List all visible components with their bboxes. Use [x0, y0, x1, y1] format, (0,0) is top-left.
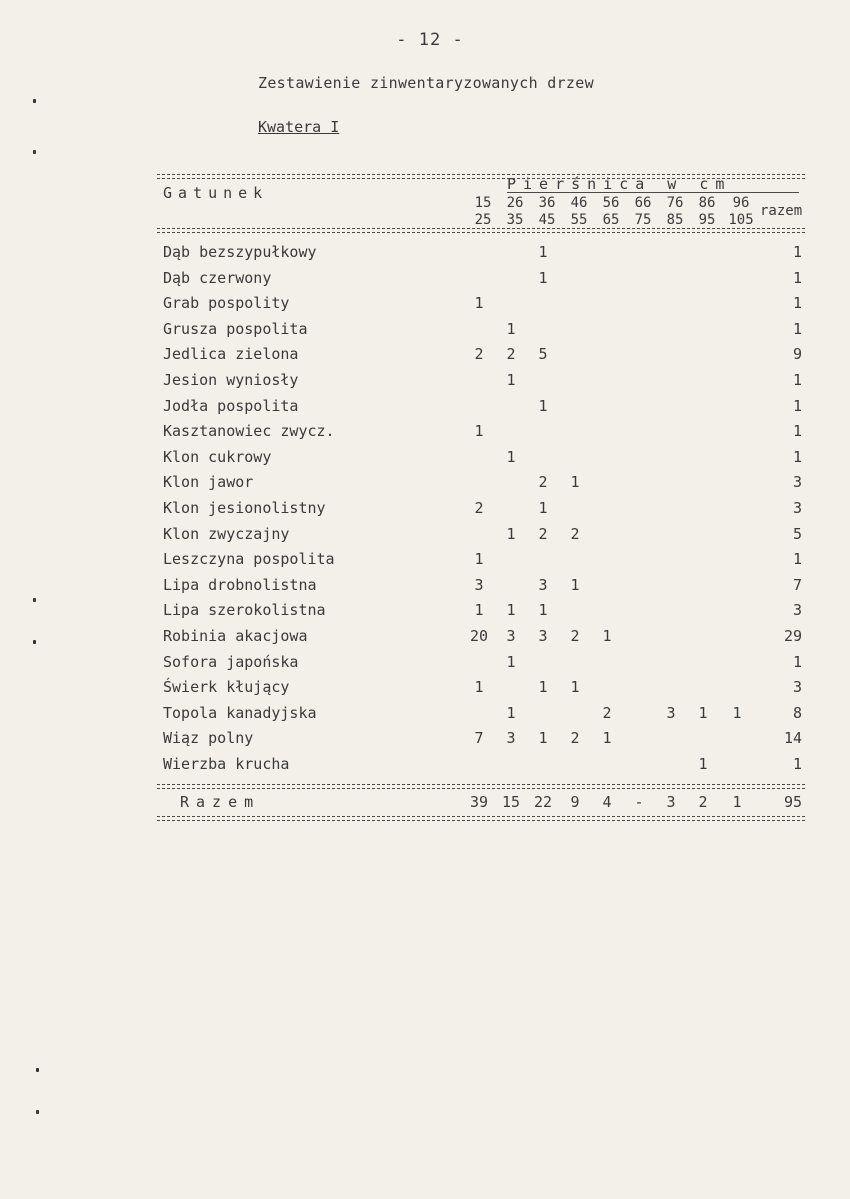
range-label: 45 [538, 212, 556, 228]
row-total: 7 [792, 575, 802, 594]
row-total: 1 [792, 550, 802, 569]
count-cell: 2 [538, 524, 548, 543]
count-cell: 2 [538, 473, 548, 492]
margin-mark [33, 640, 36, 644]
range-label: 25 [474, 212, 492, 228]
table-row [0, 422, 850, 447]
species-name: Klon zwyczajny [163, 524, 290, 543]
count-cell: 1 [474, 601, 484, 620]
species-name: Dąb czerwony [163, 268, 272, 287]
range-label: 96 [732, 195, 750, 211]
summary-cell: 9 [570, 793, 580, 811]
range-label: 95 [698, 212, 716, 228]
table-row [0, 473, 850, 498]
count-cell: 1 [698, 755, 708, 773]
count-cell: 2 [474, 499, 484, 517]
species-name: Świerk kłujący [163, 678, 290, 697]
species-name: Lipa szerokolistna [163, 601, 326, 620]
species-name: Robinia akacjowa [163, 627, 308, 645]
range-label: 15 [474, 195, 492, 211]
count-cell: 1 [474, 678, 484, 697]
count-cell: 3 [474, 575, 484, 594]
count-cell: 1 [538, 396, 548, 415]
species-name: Wierzba krucha [163, 755, 290, 773]
species-name: Klon jesionolistny [163, 499, 326, 517]
range-label: 46 [570, 195, 588, 211]
margin-mark [33, 99, 36, 103]
count-cell: 1 [538, 678, 548, 697]
table-row [0, 729, 850, 754]
count-cell: 1 [538, 499, 548, 517]
row-total: 1 [792, 371, 802, 389]
row-total: 8 [792, 703, 802, 722]
row-total: 1 [792, 755, 802, 773]
species-name: Sofora japońska [163, 652, 299, 671]
table-row [0, 320, 850, 345]
table-row [0, 448, 850, 473]
count-cell: 20 [469, 627, 489, 645]
range-label: 86 [698, 195, 716, 211]
count-cell: 1 [698, 703, 708, 722]
count-cell: 1 [570, 678, 580, 697]
margin-mark [33, 150, 36, 154]
species-name: Kasztanowiec zwycz. [163, 422, 335, 441]
summary-label: Razem [180, 793, 261, 811]
document-title: Zestawienie zinwentaryzowanych drzew [258, 74, 594, 92]
count-cell: 1 [506, 652, 516, 671]
count-cell: 2 [570, 627, 580, 645]
range-label: 75 [634, 212, 652, 228]
header-bottom-rule [157, 228, 805, 233]
table-row [0, 345, 850, 370]
species-name: Klon cukrowy [163, 447, 272, 466]
row-total: 3 [792, 601, 802, 620]
row-total: 9 [792, 345, 802, 364]
species-name: Grab pospolity [163, 294, 290, 313]
row-total: 3 [792, 473, 802, 492]
count-cell: 1 [474, 294, 484, 313]
row-total: 14 [783, 729, 802, 748]
table-row [0, 525, 850, 550]
table-row [0, 499, 850, 524]
table-row [0, 704, 850, 729]
count-cell: 1 [506, 447, 516, 466]
count-cell: 3 [538, 627, 548, 645]
count-cell: 1 [538, 601, 548, 620]
margin-mark [36, 1068, 39, 1072]
row-total: 1 [792, 319, 802, 338]
species-name: Grusza pospolita [163, 319, 308, 338]
species-name: Wiąz polny [163, 729, 254, 748]
count-cell: 1 [506, 319, 516, 338]
count-cell: 1 [506, 703, 516, 722]
count-cell: 2 [570, 729, 580, 748]
row-total: 1 [792, 447, 802, 466]
count-cell: 3 [506, 729, 516, 748]
count-cell: 7 [474, 729, 484, 748]
count-cell: 5 [538, 345, 548, 364]
summary-cell: 3 [666, 793, 676, 811]
count-cell: 1 [474, 550, 484, 569]
count-cell: 3 [506, 627, 516, 645]
diameter-group-header: Pierśnica w cm [507, 176, 799, 193]
summary-cell: 22 [533, 793, 553, 811]
section-subtitle: Kwatera I [258, 118, 340, 136]
table-row [0, 294, 850, 319]
species-name: Leszczyna pospolita [163, 550, 335, 569]
range-label: 55 [570, 212, 588, 228]
row-total: 1 [792, 268, 802, 287]
summary-cell: 39 [469, 793, 489, 811]
count-cell: 1 [506, 601, 516, 620]
count-cell: 1 [538, 729, 548, 748]
table-row [0, 243, 850, 268]
range-label: 26 [506, 195, 524, 211]
range-label: 76 [666, 195, 684, 211]
count-cell: 1 [570, 575, 580, 594]
count-cell: 2 [570, 524, 580, 543]
margin-mark [36, 1110, 39, 1114]
table-row [0, 576, 850, 601]
table-row [0, 269, 850, 294]
count-cell: 1 [474, 422, 484, 441]
margin-mark [33, 598, 36, 602]
species-name: Klon jawor [163, 473, 254, 492]
table-row [0, 397, 850, 422]
count-cell: 1 [538, 268, 548, 287]
species-column-header: Gatunek [163, 184, 269, 202]
species-name: Jesion wyniosły [163, 371, 299, 389]
range-label: 66 [634, 195, 652, 211]
table-row [0, 550, 850, 575]
table-row [0, 755, 850, 780]
row-total: 3 [792, 499, 802, 517]
count-cell: 1 [506, 371, 516, 389]
summary-cell: 2 [698, 793, 708, 811]
row-total: 5 [792, 524, 802, 543]
summary-cell: - [634, 793, 644, 811]
count-cell: 1 [602, 729, 612, 748]
range-label: 56 [602, 195, 620, 211]
summary-bottom-rule [157, 816, 805, 821]
species-name: Jedlica zielona [163, 345, 299, 364]
summary-top-rule [157, 784, 805, 789]
count-cell: 2 [602, 703, 612, 722]
summary-cell: 1 [732, 793, 742, 811]
summary-cell: 4 [602, 793, 612, 811]
count-cell: 1 [506, 524, 516, 543]
range-label: 65 [602, 212, 620, 228]
total-column-header: razem [760, 203, 803, 219]
row-total: 29 [783, 627, 802, 645]
table-row [0, 653, 850, 678]
species-name: Jodła pospolita [163, 396, 299, 415]
table-row [0, 371, 850, 396]
species-name: Topola kanadyjska [163, 703, 317, 722]
table-row [0, 627, 850, 652]
count-cell: 1 [602, 627, 612, 645]
count-cell: 2 [506, 345, 516, 364]
row-total: 3 [792, 678, 802, 697]
row-total: 1 [792, 294, 802, 313]
count-cell: 3 [538, 575, 548, 594]
range-label: 85 [666, 212, 684, 228]
species-name: Lipa drobnolistna [163, 575, 317, 594]
count-cell: 1 [538, 243, 548, 261]
row-total: 1 [792, 396, 802, 415]
table-row [0, 601, 850, 626]
page-number: - 12 - [396, 30, 464, 50]
count-cell: 1 [732, 703, 742, 722]
row-total: 1 [792, 422, 802, 441]
species-name: Dąb bezszypułkowy [163, 243, 317, 261]
count-cell: 3 [666, 703, 676, 722]
row-total: 1 [792, 243, 802, 261]
count-cell: 2 [474, 345, 484, 364]
summary-cell: 15 [501, 793, 521, 811]
range-label: 105 [728, 212, 754, 228]
count-cell: 1 [570, 473, 580, 492]
grand-total: 95 [783, 793, 802, 811]
range-label: 36 [538, 195, 556, 211]
row-total: 1 [792, 652, 802, 671]
table-row [0, 678, 850, 703]
range-label: 35 [506, 212, 524, 228]
